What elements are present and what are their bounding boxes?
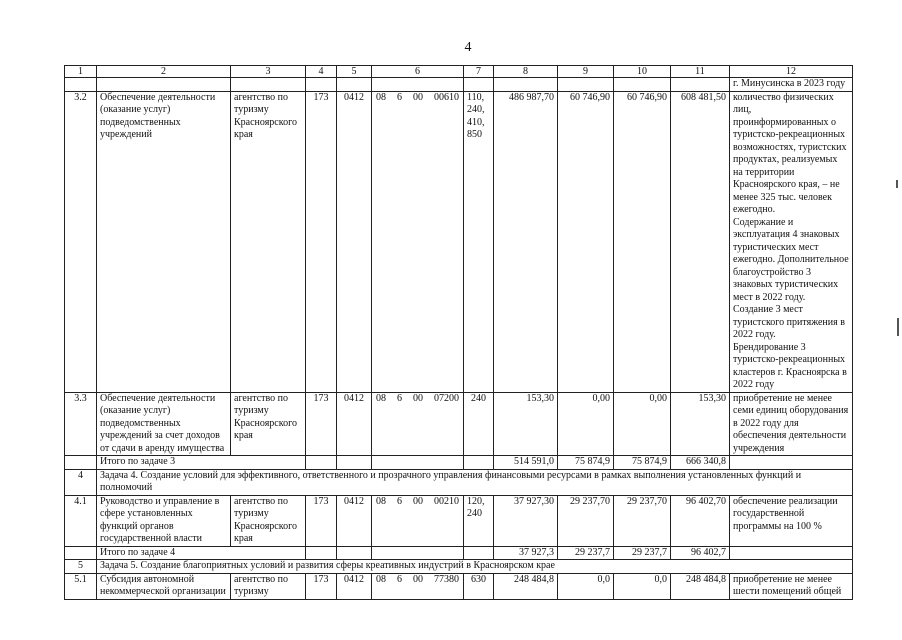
csr-part: 6 [397,495,402,507]
row-value-total: 153,30 [671,392,730,456]
header-cell-4: 4 [306,66,337,78]
row-grbs: 173 [306,573,337,599]
table-row [65,573,853,599]
row-rzpr: 0412 [337,91,372,392]
row-value-2023: 29 237,70 [614,495,671,546]
row-number: 4.1 [65,495,97,546]
total-value-2021: 514 591,0 [494,456,558,470]
total-label: Итого по задаче 3 [97,456,306,470]
total-value-2023: 29 237,7 [614,546,671,560]
row-vr: 110, 240, 410, 850 [464,91,494,392]
row-result: количество физических лиц, проинформированных о туристско-рекреационных возможностях, туристских продуктах, реализуемых на территории Красноярского края, – не менее 325 тыс. человек ежегодно. Содержание и эксплуатация 4 знаковых туристических мест ежегодно. Дополнительное благоустройство 3 знаковых туристических мест в 2022 году. Создание 3 мест туристского притяжения в 2022 году. Брендирование 3 туристско-рекреационных кластеров г. Красноярска в 2022 году [730,91,853,392]
total-value-total: 666 340,8 [671,456,730,470]
row-rzpr: 0412 [337,495,372,546]
header-cell-7: 7 [464,66,494,78]
row-name: Обеспечение деятельности (оказание услуг) подведомственных учреждений за счет доходов от сдачи в аренду имущества [97,392,231,456]
row-result: приобретение не менее шести помещений общей [730,573,853,599]
row-value-2022: 0,00 [558,392,614,456]
header-cell-10: 10 [614,66,671,78]
row-grbs: 173 [306,392,337,456]
task-row [65,560,853,574]
csr-part: 00210 [434,495,459,507]
row-value-total: 96 402,70 [671,495,730,546]
row-value-2021: 153,30 [494,392,558,456]
csr-part: 77380 [434,573,459,585]
header-cell-9: 9 [558,66,614,78]
header-cell-1: 1 [65,66,97,78]
row-csr [372,495,464,546]
csr-part: 00 [413,392,423,404]
header-cell-11: 11 [671,66,730,78]
row-number: 3.2 [65,91,97,392]
row-value-2021: 248 484,8 [494,573,558,599]
row-agency: агентство по туризму Красноярского края [231,495,306,546]
row-result: обеспечение реализации государственной программы на 100 % [730,495,853,546]
total-value-2021: 37 927,3 [494,546,558,560]
row-agency: агентство по туризму Красноярского края [231,91,306,392]
header-row [65,66,853,78]
row-value-total: 248 484,8 [671,573,730,599]
continuation-text: г. Минусинска в 2023 году [730,78,853,92]
table-row [65,91,853,392]
row-value-2022: 29 237,70 [558,495,614,546]
task-number: 5 [65,560,97,574]
row-number: 5.1 [65,573,97,599]
total-label: Итого по задаче 4 [97,546,306,560]
row-result: приобретение не менее семи единиц оборудования в 2022 году для обеспечения деятельности учреждения [730,392,853,456]
task-title: Задача 5. Создание благоприятных условий и развития сферы креативных индустрий в Красноярском крае [97,560,853,574]
csr-part: 6 [397,91,402,103]
row-vr: 240 [464,392,494,456]
csr-part: 6 [397,573,402,585]
total-row [65,546,853,560]
row-value-2022: 60 746,90 [558,91,614,392]
task-number: 4 [65,469,97,495]
row-csr [372,91,464,392]
task-title: Задача 4. Создание условий для эффективного, ответственного и прозрачного управления финансовыми ресурсами в рамках выполнения установленных функций и полномочий [97,469,853,495]
row-grbs: 173 [306,91,337,392]
header-cell-8: 8 [494,66,558,78]
csr-part: 6 [397,392,402,404]
csr-part: 00 [413,495,423,507]
scan-edge-mark [896,180,898,188]
row-vr: 120, 240 [464,495,494,546]
row-value-2023: 60 746,90 [614,91,671,392]
row-csr [372,573,464,599]
header-cell-3: 3 [231,66,306,78]
header-cell-2: 2 [97,66,231,78]
total-value-total: 96 402,7 [671,546,730,560]
row-value-total: 608 481,50 [671,91,730,392]
total-value-2023: 75 874,9 [614,456,671,470]
csr-part: 08 [376,91,386,103]
row-value-2022: 0,0 [558,573,614,599]
task-row [65,469,853,495]
continuation-row [65,78,853,92]
csr-part: 00610 [434,91,459,103]
total-row [65,456,853,470]
row-csr [372,392,464,456]
row-name: Субсидия автономной некоммерческой организации [97,573,231,599]
row-value-2021: 486 987,70 [494,91,558,392]
csr-part: 08 [376,495,386,507]
csr-part: 08 [376,392,386,404]
row-rzpr: 0412 [337,573,372,599]
row-agency: агентство по туризму Красноярского края [231,392,306,456]
program-table [64,65,853,600]
csr-part: 08 [376,573,386,585]
scan-edge-mark [897,318,899,336]
row-value-2021: 37 927,30 [494,495,558,546]
row-agency: агентство по туризму [231,573,306,599]
csr-part: 07200 [434,392,459,404]
row-name: Обеспечение деятельности (оказание услуг) подведомственных учреждений [97,91,231,392]
row-number: 3.3 [65,392,97,456]
header-cell-6: 6 [372,66,464,78]
row-value-2023: 0,00 [614,392,671,456]
row-rzpr: 0412 [337,392,372,456]
table-row [65,495,853,546]
page-number: 4 [464,40,472,55]
header-cell-12: 12 [730,66,853,78]
row-value-2023: 0,0 [614,573,671,599]
total-value-2022: 75 874,9 [558,456,614,470]
header-cell-5: 5 [337,66,372,78]
row-vr: 630 [464,573,494,599]
csr-part: 00 [413,573,423,585]
total-value-2022: 29 237,7 [558,546,614,560]
csr-part: 00 [413,91,423,103]
row-grbs: 173 [306,495,337,546]
table-row [65,392,853,456]
row-name: Руководство и управление в сфере установленных функций органов государственной власти [97,495,231,546]
